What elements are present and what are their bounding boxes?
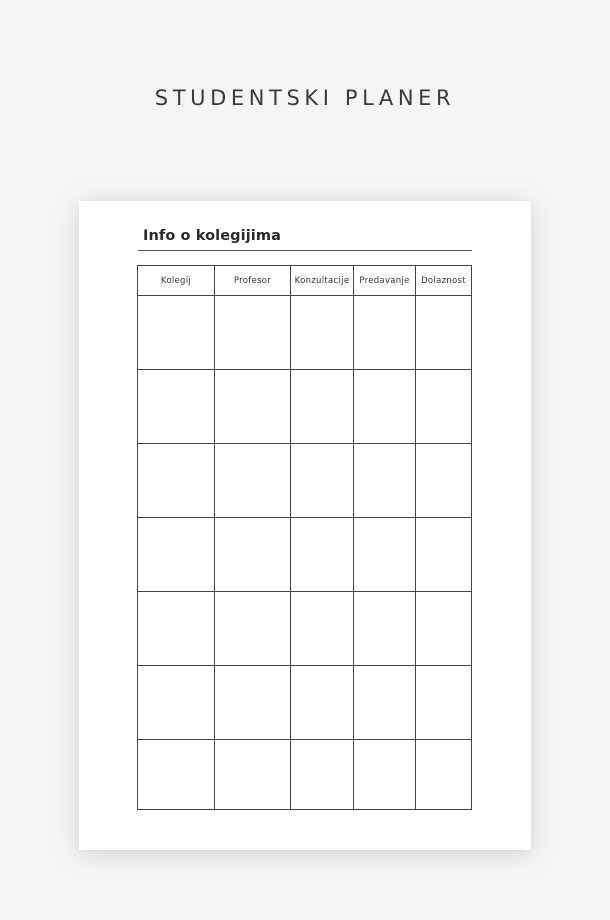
table-cell — [215, 296, 291, 370]
table-cell — [138, 370, 215, 444]
table-row — [138, 296, 472, 370]
table-cell — [291, 592, 354, 666]
table-row — [138, 518, 472, 592]
table-cell — [138, 444, 215, 518]
column-header-konzultacije: Konzultacije — [291, 266, 354, 296]
table-row — [138, 592, 472, 666]
table-cell — [215, 370, 291, 444]
column-header-profesor: Profesor — [215, 266, 291, 296]
table-cell — [138, 740, 215, 810]
course-info-table — [137, 265, 472, 810]
column-header-kolegij: Kolegij — [138, 266, 215, 296]
table-cell — [416, 518, 472, 592]
table-row — [138, 666, 472, 740]
table-cell — [215, 444, 291, 518]
section-title: Info o kolegijima — [143, 228, 281, 244]
table-row — [138, 740, 472, 810]
table-header-row — [138, 266, 472, 296]
table-cell — [215, 740, 291, 810]
table-cell — [416, 740, 472, 810]
table-cell — [138, 296, 215, 370]
table-cell — [138, 518, 215, 592]
table-cell — [354, 518, 416, 592]
table-cell — [354, 444, 416, 518]
table-cell — [416, 666, 472, 740]
table-cell — [291, 444, 354, 518]
table-cell — [416, 296, 472, 370]
table-cell — [354, 592, 416, 666]
table-row — [138, 370, 472, 444]
table-cell — [291, 666, 354, 740]
table-cell — [291, 518, 354, 592]
table-cell — [354, 666, 416, 740]
table-cell — [354, 370, 416, 444]
planner-page — [79, 201, 531, 850]
table-cell — [291, 296, 354, 370]
table-cell — [416, 370, 472, 444]
table-cell — [291, 370, 354, 444]
table-cell — [138, 592, 215, 666]
table-cell — [354, 296, 416, 370]
title-underline — [138, 250, 472, 251]
column-header-predavanje: Predavanje — [354, 266, 416, 296]
table-cell — [215, 518, 291, 592]
table-cell — [416, 592, 472, 666]
table-cell — [138, 666, 215, 740]
table-cell — [215, 592, 291, 666]
table-cell — [291, 740, 354, 810]
table-cell — [354, 740, 416, 810]
column-header-dolaznost: Dolaznost — [416, 266, 472, 296]
table-row — [138, 444, 472, 518]
table-cell — [215, 666, 291, 740]
table-cell — [416, 444, 472, 518]
planner-title: STUDENTSKI PLANER — [154, 86, 456, 110]
